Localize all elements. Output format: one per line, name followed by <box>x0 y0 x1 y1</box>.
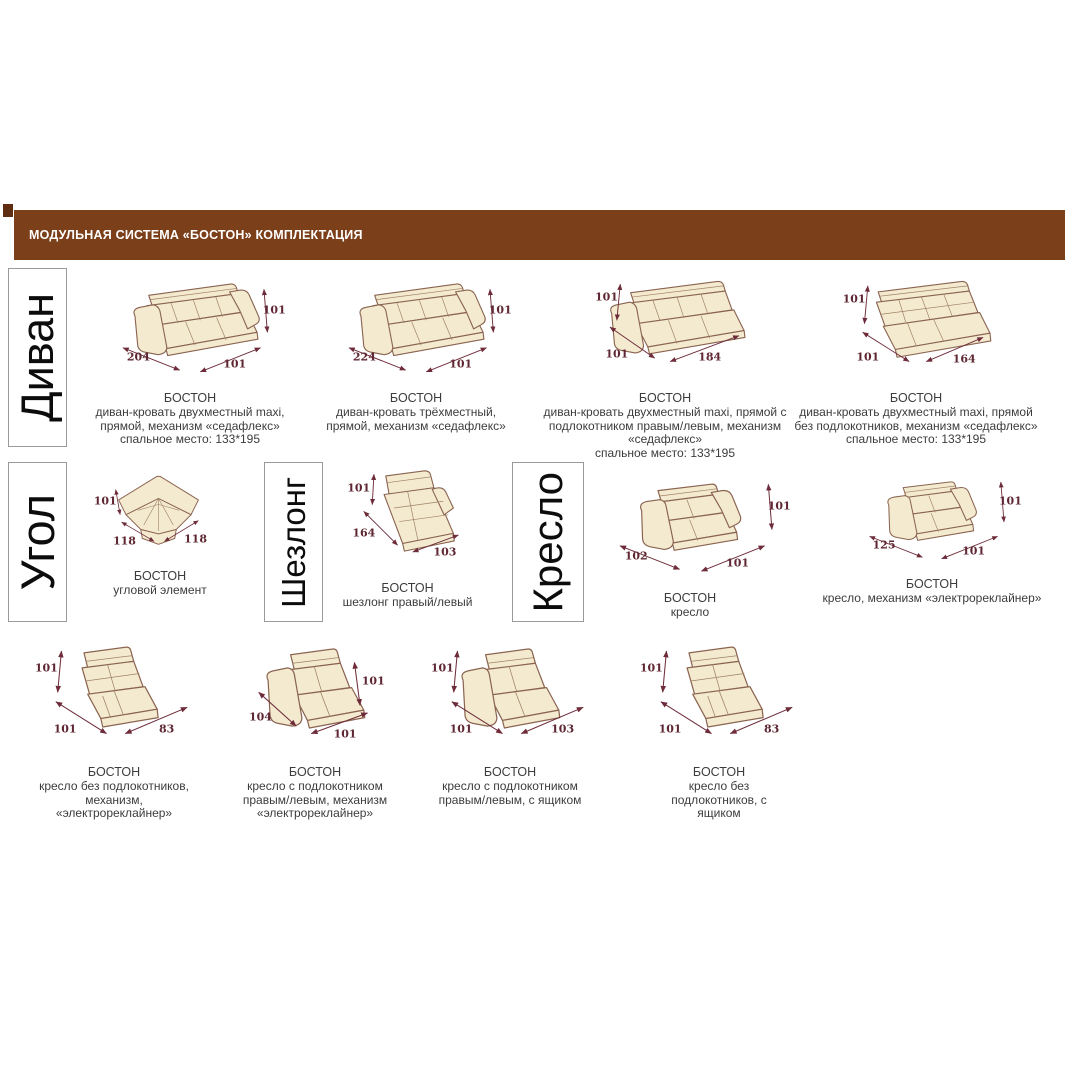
dim-width: 102 <box>624 549 648 563</box>
product-caption: БОСТОН диван-кровать трёхместный, прямой, механизм «седафлекс» <box>326 391 506 433</box>
dim-depth: 164 <box>352 526 376 540</box>
dim-height: 101 <box>767 499 791 513</box>
dim-width: 83 <box>763 722 780 736</box>
chaise-illustration <box>330 464 499 574</box>
product-card-module-recliner-no-armrests <box>18 636 210 821</box>
header-corner-square <box>3 204 13 217</box>
product-caption: БОСТОН диван-кровать двухместный maxi, прямой без подлокотников, механизм «седафлекс» спальное место: 133*195 <box>794 391 1038 447</box>
product-caption: БОСТОН кресло <box>663 591 717 620</box>
dim-depth: 101 <box>223 357 247 371</box>
dim-height: 101 <box>595 290 618 304</box>
dim-height: 101 <box>488 303 512 317</box>
dim-height: 101 <box>430 661 454 675</box>
dim-left-side: 118 <box>112 534 136 548</box>
section-header-title: МОДУЛЬНАЯ СИСТЕМА «БОСТОН» КОМПЛЕКТАЦИЯ <box>29 228 363 242</box>
section-label-shezlong: Шезлонг <box>264 462 323 622</box>
dim-depth: 101 <box>658 722 682 736</box>
dim-width: 103 <box>551 722 575 736</box>
product-caption: БОСТОН кресло с подлокотником правым/левым, с ящиком <box>438 765 582 807</box>
section-label-divan: Диван <box>8 268 67 447</box>
dim-height: 101 <box>262 303 286 317</box>
dim-height: 101 <box>639 661 663 675</box>
dim-height: 101 <box>347 481 371 495</box>
product-caption: БОСТОН кресло с подлокотником правым/левым, механизм «электрореклайнер» <box>242 765 388 821</box>
product-caption: БОСТОН кресло без подлокотников, с ящиком <box>671 765 767 821</box>
product-card-module-drawer-one-armrest <box>408 636 612 807</box>
product-card-module-recliner-one-armrest <box>214 636 416 821</box>
product-caption: БОСТОН диван-кровать двухместный maxi, прямой, механизм «седафлекс» спальное место: 133*195 <box>95 391 285 447</box>
section-header-bar <box>14 210 1065 260</box>
dim-width: 164 <box>952 352 976 366</box>
dim-depth: 101 <box>962 544 986 558</box>
dim-width: 125 <box>872 538 896 552</box>
sofa-one-armrest-illustration <box>579 272 751 384</box>
product-caption: БОСТОН шезлонг правый/левый <box>342 581 473 610</box>
dim-depth: 101 <box>53 722 77 736</box>
module-no-armrests-illustration <box>20 636 208 758</box>
dim-height: 101 <box>361 674 385 688</box>
product-caption: БОСТОН угловой элемент <box>113 569 207 598</box>
product-card-module-drawer-no-armrests <box>622 636 816 821</box>
product-card-armchair <box>600 466 791 620</box>
dim-depth: 104 <box>248 710 272 724</box>
product-card-sofa-2seat <box>70 272 310 447</box>
sofa-no-armrests-illustration <box>830 272 1002 384</box>
product-caption: БОСТОН кресло, механизм «электрореклайнер» <box>822 577 1042 606</box>
product-card-armchair-recliner <box>806 466 1058 606</box>
dim-height: 101 <box>842 292 866 306</box>
dim-width: 184 <box>698 350 722 364</box>
dim-height: 101 <box>93 494 117 508</box>
product-card-sofa-one-armrest <box>528 272 802 460</box>
module-drawer-one-armrest-illustration <box>416 636 604 758</box>
dim-depth: 101 <box>856 350 880 364</box>
sofa-3seat-illustration <box>330 272 512 384</box>
armchair-illustration <box>600 466 791 584</box>
corner-element-illustration <box>86 466 234 562</box>
product-card-sofa-3seat <box>296 272 536 433</box>
dim-right-side: 118 <box>184 532 207 546</box>
dim-depth: 101 <box>449 357 473 371</box>
dim-width: 103 <box>433 545 457 559</box>
dim-width: 101 <box>333 727 357 741</box>
dim-height: 101 <box>34 661 58 675</box>
dim-width: 204 <box>126 350 150 364</box>
product-card-sofa-no-armrests <box>780 272 1052 447</box>
module-drawer-no-armrests-illustration <box>625 636 813 758</box>
sofa-2seat-illustration <box>104 272 286 384</box>
dim-width: 83 <box>158 722 175 736</box>
product-caption: БОСТОН кресло без подлокотников, механизм, «электрореклайнер» <box>39 765 189 821</box>
dim-height: 101 <box>998 494 1022 508</box>
dim-depth: 101 <box>449 722 473 736</box>
section-label-ugol: Угол <box>8 462 67 622</box>
dim-depth: 101 <box>726 556 750 570</box>
dim-width: 224 <box>352 350 376 364</box>
product-card-corner-element <box>80 466 240 598</box>
dim-depth: 101 <box>605 347 629 361</box>
section-label-kreslo: Кресло <box>512 462 584 622</box>
module-one-armrest-illustration <box>221 636 409 758</box>
product-card-chaise <box>330 464 485 610</box>
product-caption: БОСТОН диван-кровать двухместный maxi, прямой с подлокотником правым/левым, механизм «седафлекс» спальное место: 133*195 <box>543 391 787 460</box>
armchair-recliner-illustration <box>852 466 1022 570</box>
